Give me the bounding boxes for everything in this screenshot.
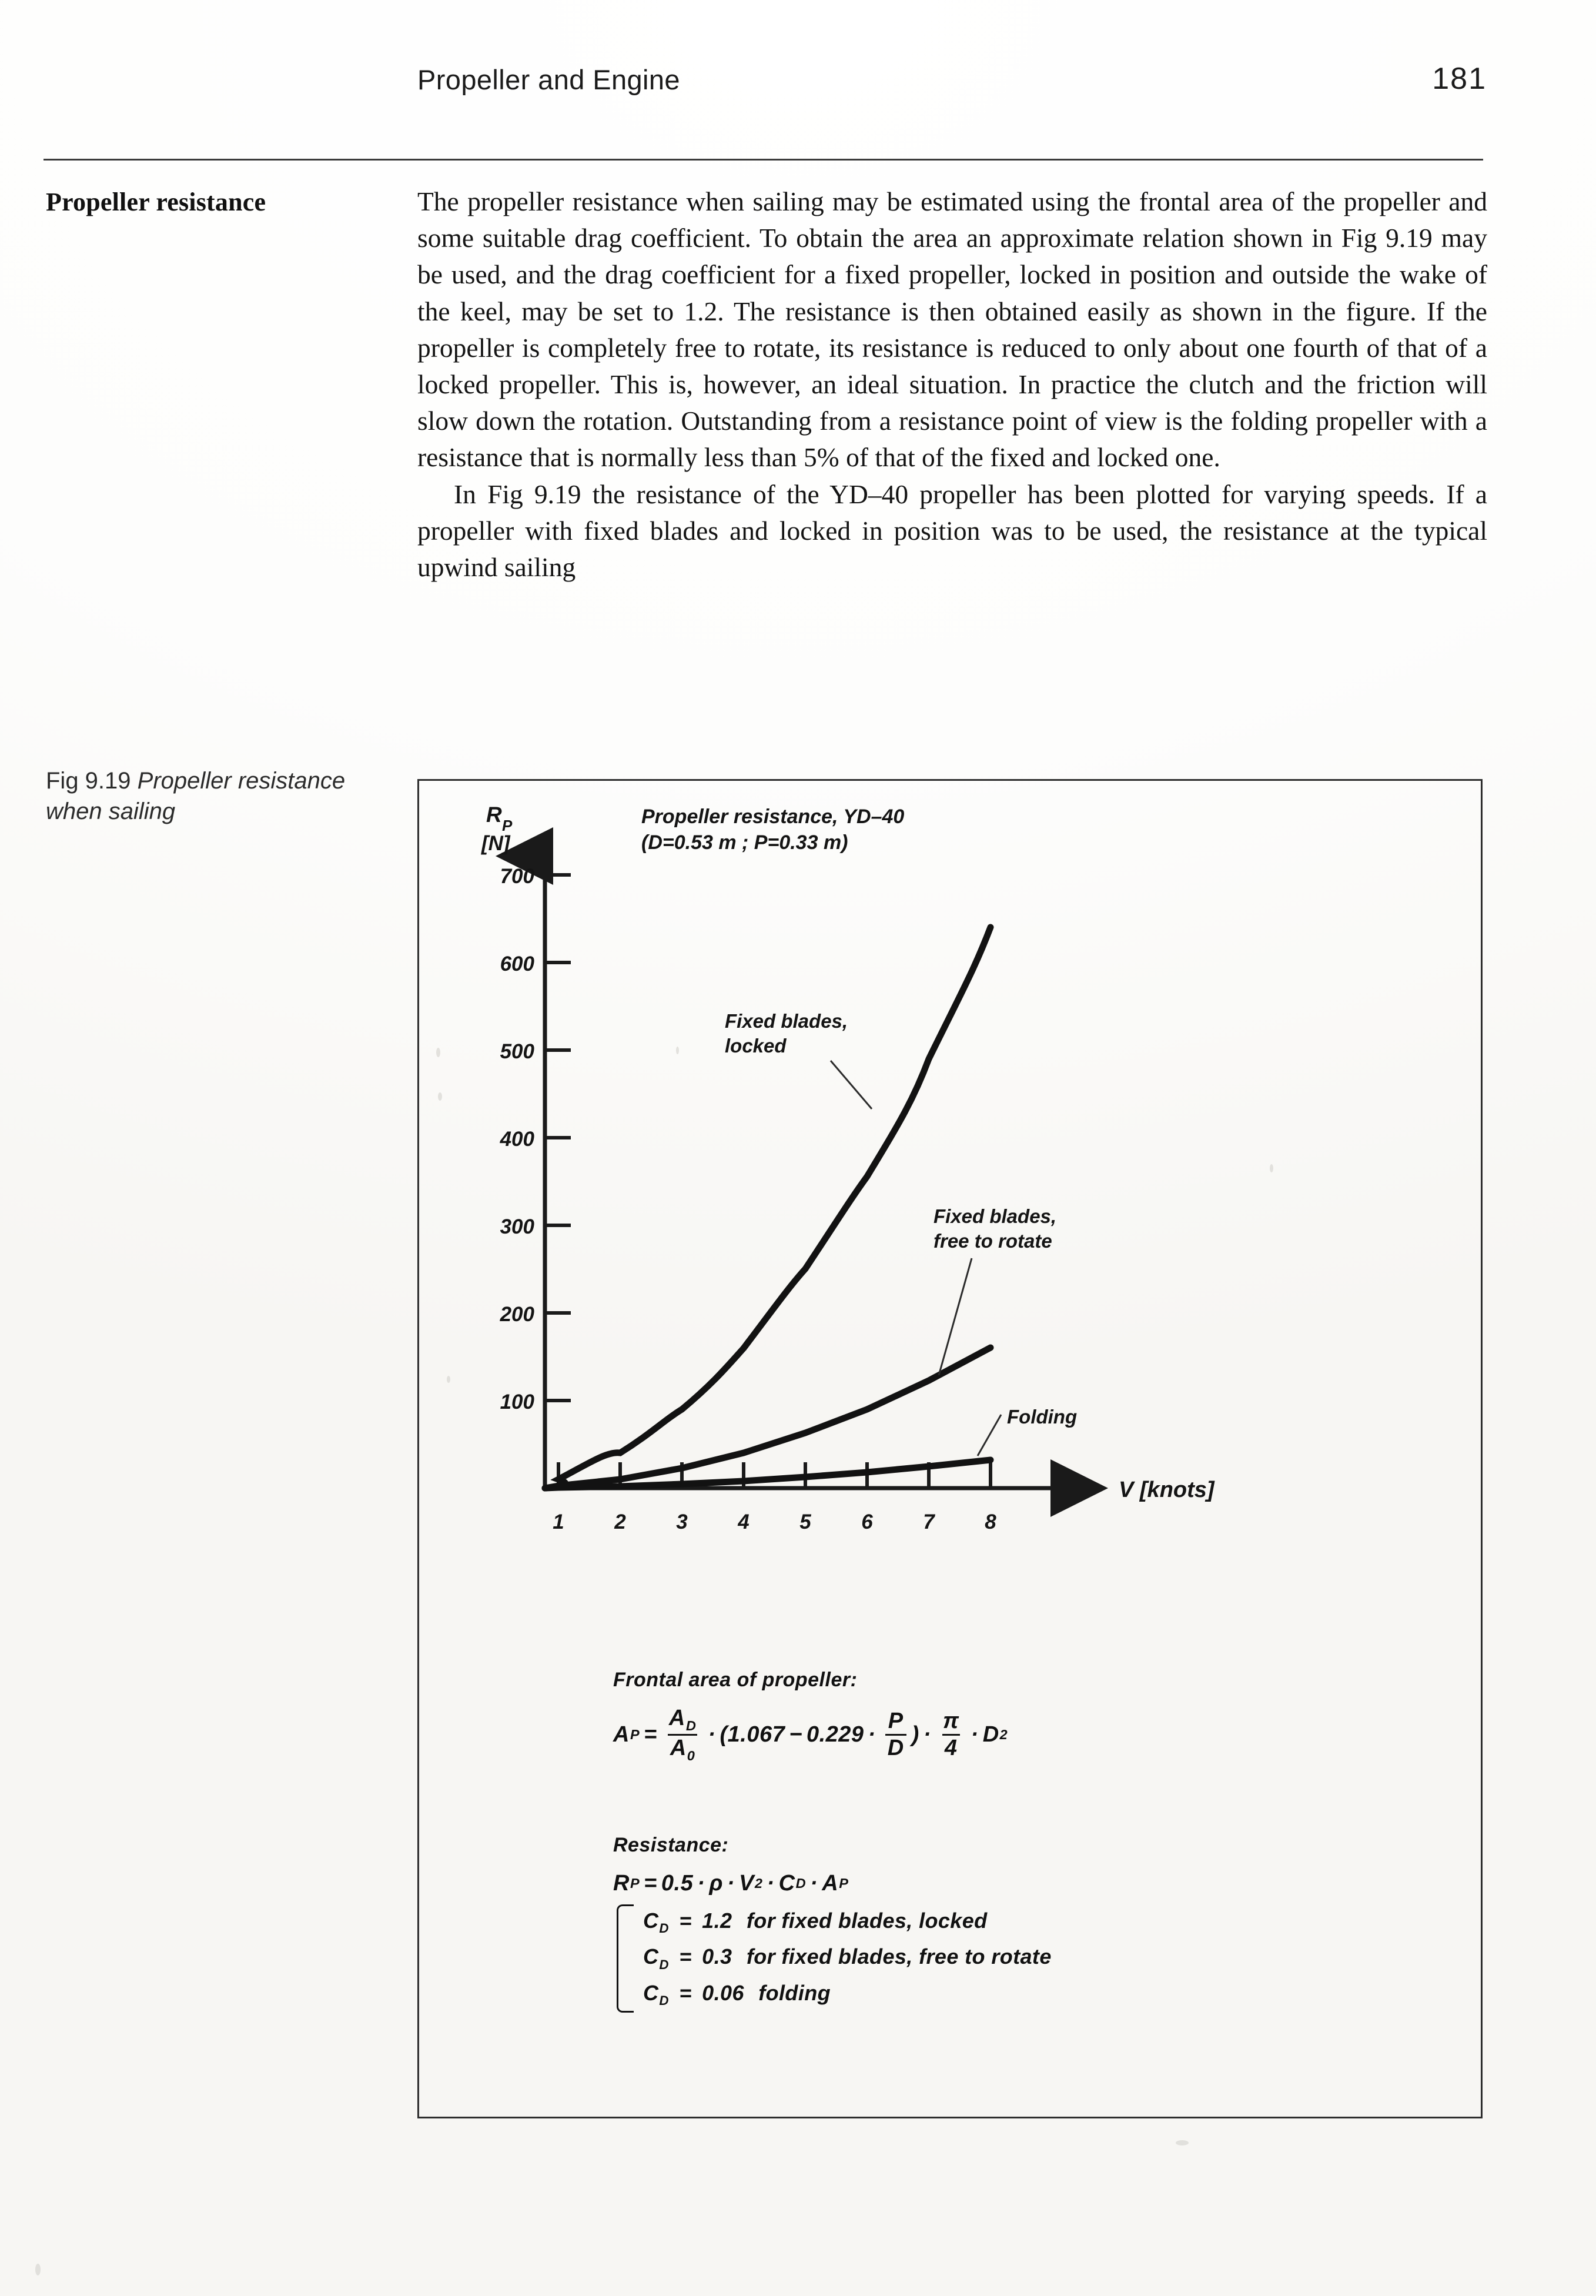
cd-case-text: for fixed blades, locked [746,1908,988,1933]
annotation-fixed-blades-locked [725,1010,848,1057]
annotation-line-1: Fixed blades, [933,1205,1057,1227]
y-axis-symbol: R [486,803,502,827]
ratio-num-sub: D [685,1717,697,1733]
ratio-p-d [885,1710,906,1760]
figure-caption [46,766,375,827]
annotation-line-2: free to rotate [933,1230,1052,1252]
cd-case-symbol: C [643,1908,659,1933]
annotation-fixed-blades-free [933,1205,1056,1252]
body-text-column [417,183,1487,586]
curve-folding [545,1460,991,1488]
cd-case-value: 1.2 [702,1908,732,1933]
frontal-area-formula [613,1707,1052,1763]
cd-case [643,1977,1052,2013]
cd-case-eq: = [679,1980,692,2005]
formula-lhs: A [613,1722,630,1747]
figure-inner [419,781,1481,2117]
formula-paren-open: ( [720,1722,728,1747]
figure-9-19 [417,779,1483,2118]
cd-case-eq: = [679,1908,692,1933]
y-tick-label: 400 [500,1128,534,1151]
figure-formulas [613,1669,1052,2013]
y-axis-tick-labels [500,865,535,1413]
x-tick-label: 8 [985,1510,996,1533]
running-head: Propeller and Engine [417,64,680,95]
y-tick-label: 300 [500,1215,534,1238]
formula-minus: − [789,1722,802,1747]
annotation-line-2: locked [725,1035,787,1057]
velocity-exponent: 2 [754,1875,763,1891]
cd-case-text: folding [758,1980,831,2005]
x-axis-title: V [knots] [1119,1478,1214,1502]
margin-section-heading: Propeller resistance [46,188,266,216]
propeller-resistance-chart [419,781,1481,1557]
ap-symbol: A [822,1870,839,1896]
formula-lhs-sub: P [630,1727,640,1743]
y-tick-label: 700 [500,865,534,888]
cd-case-list [643,1904,1052,2013]
x-tick-label: 3 [676,1510,688,1533]
rp-symbol: R [613,1870,630,1896]
cd-symbol: C [778,1870,795,1896]
y-tick-label: 100 [500,1391,534,1413]
cd-case [643,1940,1052,1976]
cd-sub: D [795,1875,807,1891]
ratio-den-sub: 0 [687,1748,695,1764]
ap-sub: P [839,1875,849,1891]
rp-coef: 0.5 [661,1870,694,1896]
y-tick-label: 600 [500,953,534,975]
resistance-heading: Resistance: [613,1833,729,1856]
frontal-area-heading: Frontal area of propeller: [613,1669,858,1691]
rp-dot-3: · [767,1870,775,1896]
annotation-line-1: Fixed blades, [725,1010,848,1032]
ratio-numerator [667,1707,698,1734]
cd-case-symbol: C [643,1980,659,2005]
rp-sub: P [630,1875,640,1891]
ratio-ad-a0 [667,1707,698,1763]
pd-numerator: P [888,1708,904,1733]
x-tick-label: 5 [799,1510,811,1533]
figure-caption-prefix: Fig 9.19 [46,768,138,794]
rp-dot-4: · [810,1870,818,1896]
formula-d-symbol: D [982,1722,999,1747]
y-axis-title [481,803,513,855]
formula-dot-4: · [971,1722,979,1747]
cd-cases-block [613,1904,1052,2013]
x-tick-label: 7 [923,1510,935,1533]
y-tick-label: 500 [500,1040,534,1063]
annotation-folding: Folding [1007,1406,1078,1428]
rho-symbol: ρ [709,1870,723,1896]
x-tick-label: 1 [553,1510,564,1533]
leader-line-locked [831,1061,872,1109]
y-axis-unit: [N] [481,832,510,855]
formula-paren-close: ) [911,1722,919,1747]
cd-case-sub: D [659,1957,669,1972]
ratio-den-symbol: A [670,1736,687,1761]
formula-dot-2: · [868,1722,876,1747]
ratio-pi-4 [941,1710,962,1760]
rp-dot-1: · [697,1870,705,1896]
cd-case-sub: D [659,1993,669,2008]
formula-eq: = [644,1722,657,1747]
cd-case-sub: D [659,1921,669,1936]
cd-case-text: for fixed blades, free to rotate [746,1944,1052,1969]
rp-eq: = [644,1870,657,1896]
y-tick-label: 200 [500,1303,534,1326]
pi-numerator: π [942,1708,959,1733]
cd-case-value: 0.06 [702,1980,744,2005]
velocity-symbol: V [739,1870,754,1896]
pd-denominator: D [885,1734,906,1760]
page-number: 181 [1432,62,1487,96]
resistance-formula [613,1871,1052,1896]
cd-case [643,1904,1052,1940]
y-axis-ticks [545,875,571,1401]
formula-const-a: 1.067 [727,1722,785,1747]
cd-case-eq: = [679,1944,692,1969]
x-tick-label: 2 [614,1510,626,1533]
ratio-denominator [668,1734,698,1763]
y-axis-subscript: P [502,817,513,834]
cd-case-symbol: C [643,1944,659,1969]
header-rule [44,159,1483,161]
chart-title-group [641,806,904,854]
formula-const-b: 0.229 [806,1722,864,1747]
chart-subtitle: (D=0.53 m ; P=0.33 m) [641,831,848,854]
figure-caption-text: Propeller resistance when sailing [46,768,346,824]
cd-case-value: 0.3 [702,1944,732,1969]
x-axis-tick-labels [553,1510,996,1533]
formula-dot-3: · [923,1722,931,1747]
formula-dot-1: · [708,1722,716,1747]
body-paragraph-2: In Fig 9.19 the resistance of the YD–40 propeller has been plotted for varying speeds. If a propeller with fixed blades and locked in position was to be used, the resistance at the typical upwind sailing [417,479,1487,583]
left-brace [617,1904,634,2013]
body-paragraph-1: The propeller resistance when sailing may be estimated using the frontal area of the propeller and some suitable drag coefficient. To obtain the area an approximate relation shown in Fig 9.19 may be used, and the drag coefficient for a fixed propeller, locked in position and outside the wake of the keel, may be set to 1.2. The resistance is then obtained easily as shown in the figure. If the propeller is completely free to rotate, its resistance is reduced to only about one fourth of that of a locked propeller. This is, however, an ideal situation. In practice the clutch and the friction will slow down the rotation. Outstanding from a resistance point of view is the folding propeller with a resistance that is normally less than 5% of that of the fixed and locked one. [417,186,1487,473]
pi-denominator: 4 [942,1734,960,1760]
chart-title: Propeller resistance, YD–40 [641,806,905,828]
leader-line-folding [978,1415,1001,1456]
formula-d-exponent: 2 [999,1727,1008,1743]
ratio-num-symbol: A [668,1706,685,1730]
x-tick-label: 6 [861,1510,873,1533]
x-tick-label: 4 [738,1510,750,1533]
rp-dot-2: · [727,1870,735,1896]
